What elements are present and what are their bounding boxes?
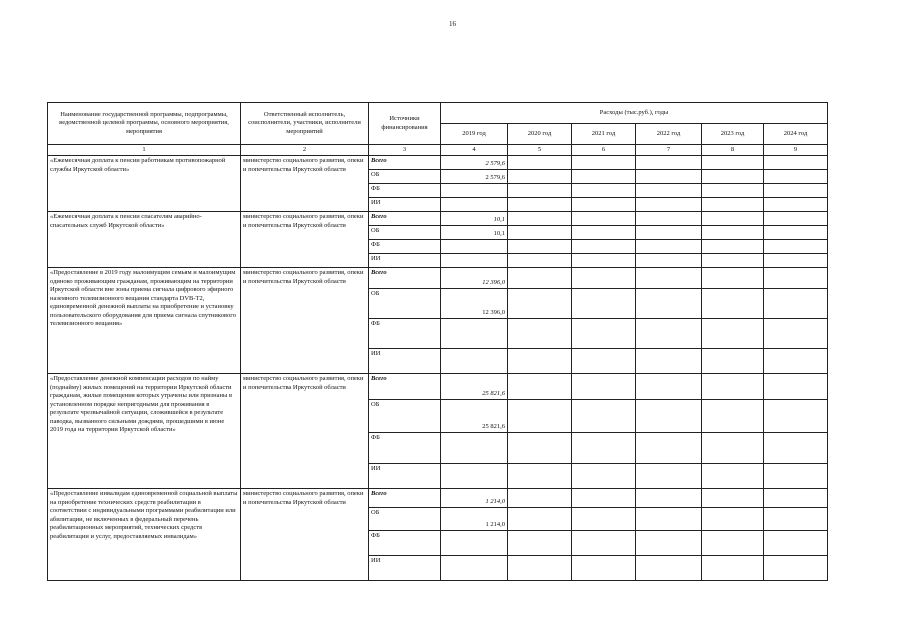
value-empty xyxy=(764,400,828,433)
funding-source: ОБ xyxy=(369,289,441,319)
table-row xyxy=(48,489,828,508)
value-2019 xyxy=(441,433,508,464)
value-empty xyxy=(636,240,702,254)
value-empty xyxy=(636,489,702,508)
value-empty xyxy=(702,464,764,489)
header-name: Наименование государственной программы, подпрограммы, ведомственной целевой программы, основного мероприятия, мероприятия xyxy=(48,103,241,145)
funding-source: ФБ xyxy=(369,184,441,198)
value-empty xyxy=(702,319,764,349)
funding-source: ФБ xyxy=(369,240,441,254)
value-empty xyxy=(508,268,572,289)
value-empty xyxy=(764,464,828,489)
value-empty xyxy=(702,254,764,268)
column-number: 9 xyxy=(764,145,828,156)
measure-name: «Предоставление в 2019 году малоимущим семьям и малоимущим одиноко проживающим гражданам, проживающим на территории Иркутской области вне зоны приема сигнала цифрового эфирного наземного телевизионного вещания стандарта DVB-T2, единовременной денежной выплаты на приобретение и установку пользовательского оборудования для приема сигнала спутникового телевизионного вещания» xyxy=(48,268,241,374)
value-empty xyxy=(572,289,636,319)
value-empty xyxy=(572,489,636,508)
value-empty xyxy=(702,198,764,212)
value-empty xyxy=(508,170,572,184)
value-empty xyxy=(636,212,702,226)
value-empty xyxy=(764,268,828,289)
value-empty xyxy=(572,212,636,226)
value-empty xyxy=(702,240,764,254)
value-empty xyxy=(636,349,702,374)
funding-source: ИИ xyxy=(369,349,441,374)
value-empty xyxy=(636,319,702,349)
value-empty xyxy=(508,374,572,400)
header-year: 2021 год xyxy=(572,124,636,145)
executor: министерство социального развития, опеки и попечительства Иркутской области xyxy=(241,156,369,212)
value-2019 xyxy=(441,240,508,254)
value-2019: 10,1 xyxy=(441,212,508,226)
value-2019: 1 214,0 xyxy=(441,508,508,531)
funding-source: ОБ xyxy=(369,508,441,531)
value-2019 xyxy=(441,531,508,556)
value-empty xyxy=(764,212,828,226)
column-number: 1 xyxy=(48,145,241,156)
measure-name: «Предоставление денежной компенсации расходов по найму (поднайму) жилых помещений на территории Иркутской области гражданам, жилые помещения которых утрачены или признаны в установленном порядке непригодными для проживания в результате чрезвычайной ситуации, сложившейся в результате паводка, вызванного сильными дождями, прошедшими в июне 2019 года на территории Иркутской области» xyxy=(48,374,241,489)
value-empty xyxy=(702,156,764,170)
value-empty xyxy=(572,531,636,556)
value-empty xyxy=(702,374,764,400)
value-empty xyxy=(764,433,828,464)
value-empty xyxy=(572,319,636,349)
column-number: 5 xyxy=(508,145,572,156)
column-number: 3 xyxy=(369,145,441,156)
value-empty xyxy=(508,400,572,433)
value-empty xyxy=(636,226,702,240)
value-2019: 2 579,6 xyxy=(441,156,508,170)
table-row xyxy=(48,212,828,226)
value-empty xyxy=(764,349,828,374)
column-number-row xyxy=(48,145,828,156)
funding-source: Всего xyxy=(369,212,441,226)
value-empty xyxy=(636,464,702,489)
header-year: 2023 год xyxy=(702,124,764,145)
value-empty xyxy=(636,170,702,184)
value-empty xyxy=(636,198,702,212)
value-empty xyxy=(572,268,636,289)
value-empty xyxy=(508,240,572,254)
value-2019 xyxy=(441,349,508,374)
value-empty xyxy=(764,289,828,319)
value-empty xyxy=(572,400,636,433)
value-empty xyxy=(764,226,828,240)
value-empty xyxy=(508,464,572,489)
funding-source: ИИ xyxy=(369,556,441,581)
value-2019 xyxy=(441,198,508,212)
value-empty xyxy=(702,508,764,531)
measure-name: «Предоставление инвалидам единовременной социальной выплаты на приобретение технических средств реабилитации в соответствии с индивидуальными программами реабилитации или абилитации, не включенных в федеральный перечень реабилитационных мероприятий, технических средств реабилитации и услуг, предоставляемых инвалидам» xyxy=(48,489,241,581)
value-empty xyxy=(572,184,636,198)
column-number: 8 xyxy=(702,145,764,156)
value-empty xyxy=(764,170,828,184)
funding-source: ФБ xyxy=(369,319,441,349)
value-empty xyxy=(508,254,572,268)
value-empty xyxy=(764,531,828,556)
value-2019: 12 396,0 xyxy=(441,268,508,289)
value-2019 xyxy=(441,184,508,198)
value-2019: 10,1 xyxy=(441,226,508,240)
value-empty xyxy=(764,489,828,508)
value-empty xyxy=(764,508,828,531)
executor: министерство социального развития, опеки и попечительства Иркутской области xyxy=(241,212,369,268)
value-empty xyxy=(636,433,702,464)
value-empty xyxy=(702,212,764,226)
value-empty xyxy=(636,184,702,198)
funding-source: ФБ xyxy=(369,531,441,556)
funding-source: Всего xyxy=(369,268,441,289)
value-2019 xyxy=(441,464,508,489)
column-number: 6 xyxy=(572,145,636,156)
value-empty xyxy=(702,531,764,556)
value-empty xyxy=(636,254,702,268)
table-row xyxy=(48,374,828,400)
value-empty xyxy=(508,433,572,464)
page-number: 16 xyxy=(449,20,456,28)
value-empty xyxy=(508,226,572,240)
value-empty xyxy=(636,268,702,289)
value-empty xyxy=(572,433,636,464)
value-2019: 2 579,6 xyxy=(441,170,508,184)
header-year: 2022 год xyxy=(636,124,702,145)
value-2019: 1 214,0 xyxy=(441,489,508,508)
value-empty xyxy=(508,289,572,319)
value-empty xyxy=(572,240,636,254)
value-empty xyxy=(572,349,636,374)
value-empty xyxy=(636,156,702,170)
measure-name: «Ежемесячная доплата к пенсии работникам противопожарной службы Иркутской области» xyxy=(48,156,241,212)
value-empty xyxy=(636,289,702,319)
value-empty xyxy=(764,240,828,254)
value-empty xyxy=(636,400,702,433)
value-empty xyxy=(572,156,636,170)
value-empty xyxy=(572,374,636,400)
column-number: 7 xyxy=(636,145,702,156)
funding-source: ОБ xyxy=(369,170,441,184)
value-empty xyxy=(702,433,764,464)
value-2019: 25 821,6 xyxy=(441,400,508,433)
value-empty xyxy=(764,319,828,349)
header-year: 2024 год xyxy=(764,124,828,145)
header-expenses: Расходы (тыс.руб.), годы xyxy=(441,103,828,124)
value-empty xyxy=(508,319,572,349)
value-empty xyxy=(764,254,828,268)
header-year: 2020 год xyxy=(508,124,572,145)
value-2019 xyxy=(441,254,508,268)
value-empty xyxy=(702,289,764,319)
value-empty xyxy=(764,156,828,170)
funding-source: ФБ xyxy=(369,433,441,464)
value-empty xyxy=(702,400,764,433)
value-empty xyxy=(508,198,572,212)
value-empty xyxy=(508,531,572,556)
value-empty xyxy=(636,508,702,531)
funding-source: Всего xyxy=(369,374,441,400)
budget-table xyxy=(47,102,828,581)
funding-source: ОБ xyxy=(369,400,441,433)
table-row xyxy=(48,156,828,170)
funding-source: ИИ xyxy=(369,254,441,268)
value-empty xyxy=(636,531,702,556)
header-year: 2019 год xyxy=(441,124,508,145)
executor: министерство социального развития, опеки и попечительства Иркутской области xyxy=(241,268,369,374)
value-empty xyxy=(508,156,572,170)
value-empty xyxy=(508,349,572,374)
value-empty xyxy=(764,556,828,581)
executor: министерство социального развития, опеки и попечительства Иркутской области xyxy=(241,489,369,581)
executor: министерство социального развития, опеки и попечительства Иркутской области xyxy=(241,374,369,489)
value-empty xyxy=(702,170,764,184)
value-empty xyxy=(702,184,764,198)
value-empty xyxy=(702,556,764,581)
value-empty xyxy=(508,508,572,531)
value-empty xyxy=(508,212,572,226)
funding-source: Всего xyxy=(369,489,441,508)
column-number: 2 xyxy=(241,145,369,156)
value-2019 xyxy=(441,319,508,349)
funding-source: ИИ xyxy=(369,198,441,212)
value-empty xyxy=(702,349,764,374)
column-number: 4 xyxy=(441,145,508,156)
value-empty xyxy=(636,556,702,581)
value-empty xyxy=(572,464,636,489)
funding-source: Всего xyxy=(369,156,441,170)
header-executor: Ответственный исполнитель, соисполнители, участники, исполнители мероприятий xyxy=(241,103,369,145)
table-row xyxy=(48,268,828,289)
value-2019: 12 396,0 xyxy=(441,289,508,319)
value-empty xyxy=(508,489,572,508)
value-2019 xyxy=(441,556,508,581)
value-empty xyxy=(572,508,636,531)
value-empty xyxy=(702,226,764,240)
value-empty xyxy=(702,268,764,289)
value-empty xyxy=(636,374,702,400)
measure-name: «Ежемесячная доплата к пенсии спасателям аварийно-спасательных служб Иркутской области» xyxy=(48,212,241,268)
value-empty xyxy=(572,198,636,212)
value-empty xyxy=(572,556,636,581)
funding-source: ОБ xyxy=(369,226,441,240)
value-empty xyxy=(572,226,636,240)
funding-source: ИИ xyxy=(369,464,441,489)
value-empty xyxy=(764,184,828,198)
header-source: Источники финансирования xyxy=(369,103,441,145)
value-2019: 25 821,6 xyxy=(441,374,508,400)
value-empty xyxy=(764,198,828,212)
value-empty xyxy=(572,170,636,184)
value-empty xyxy=(508,556,572,581)
value-empty xyxy=(508,184,572,198)
value-empty xyxy=(572,254,636,268)
value-empty xyxy=(702,489,764,508)
value-empty xyxy=(764,374,828,400)
